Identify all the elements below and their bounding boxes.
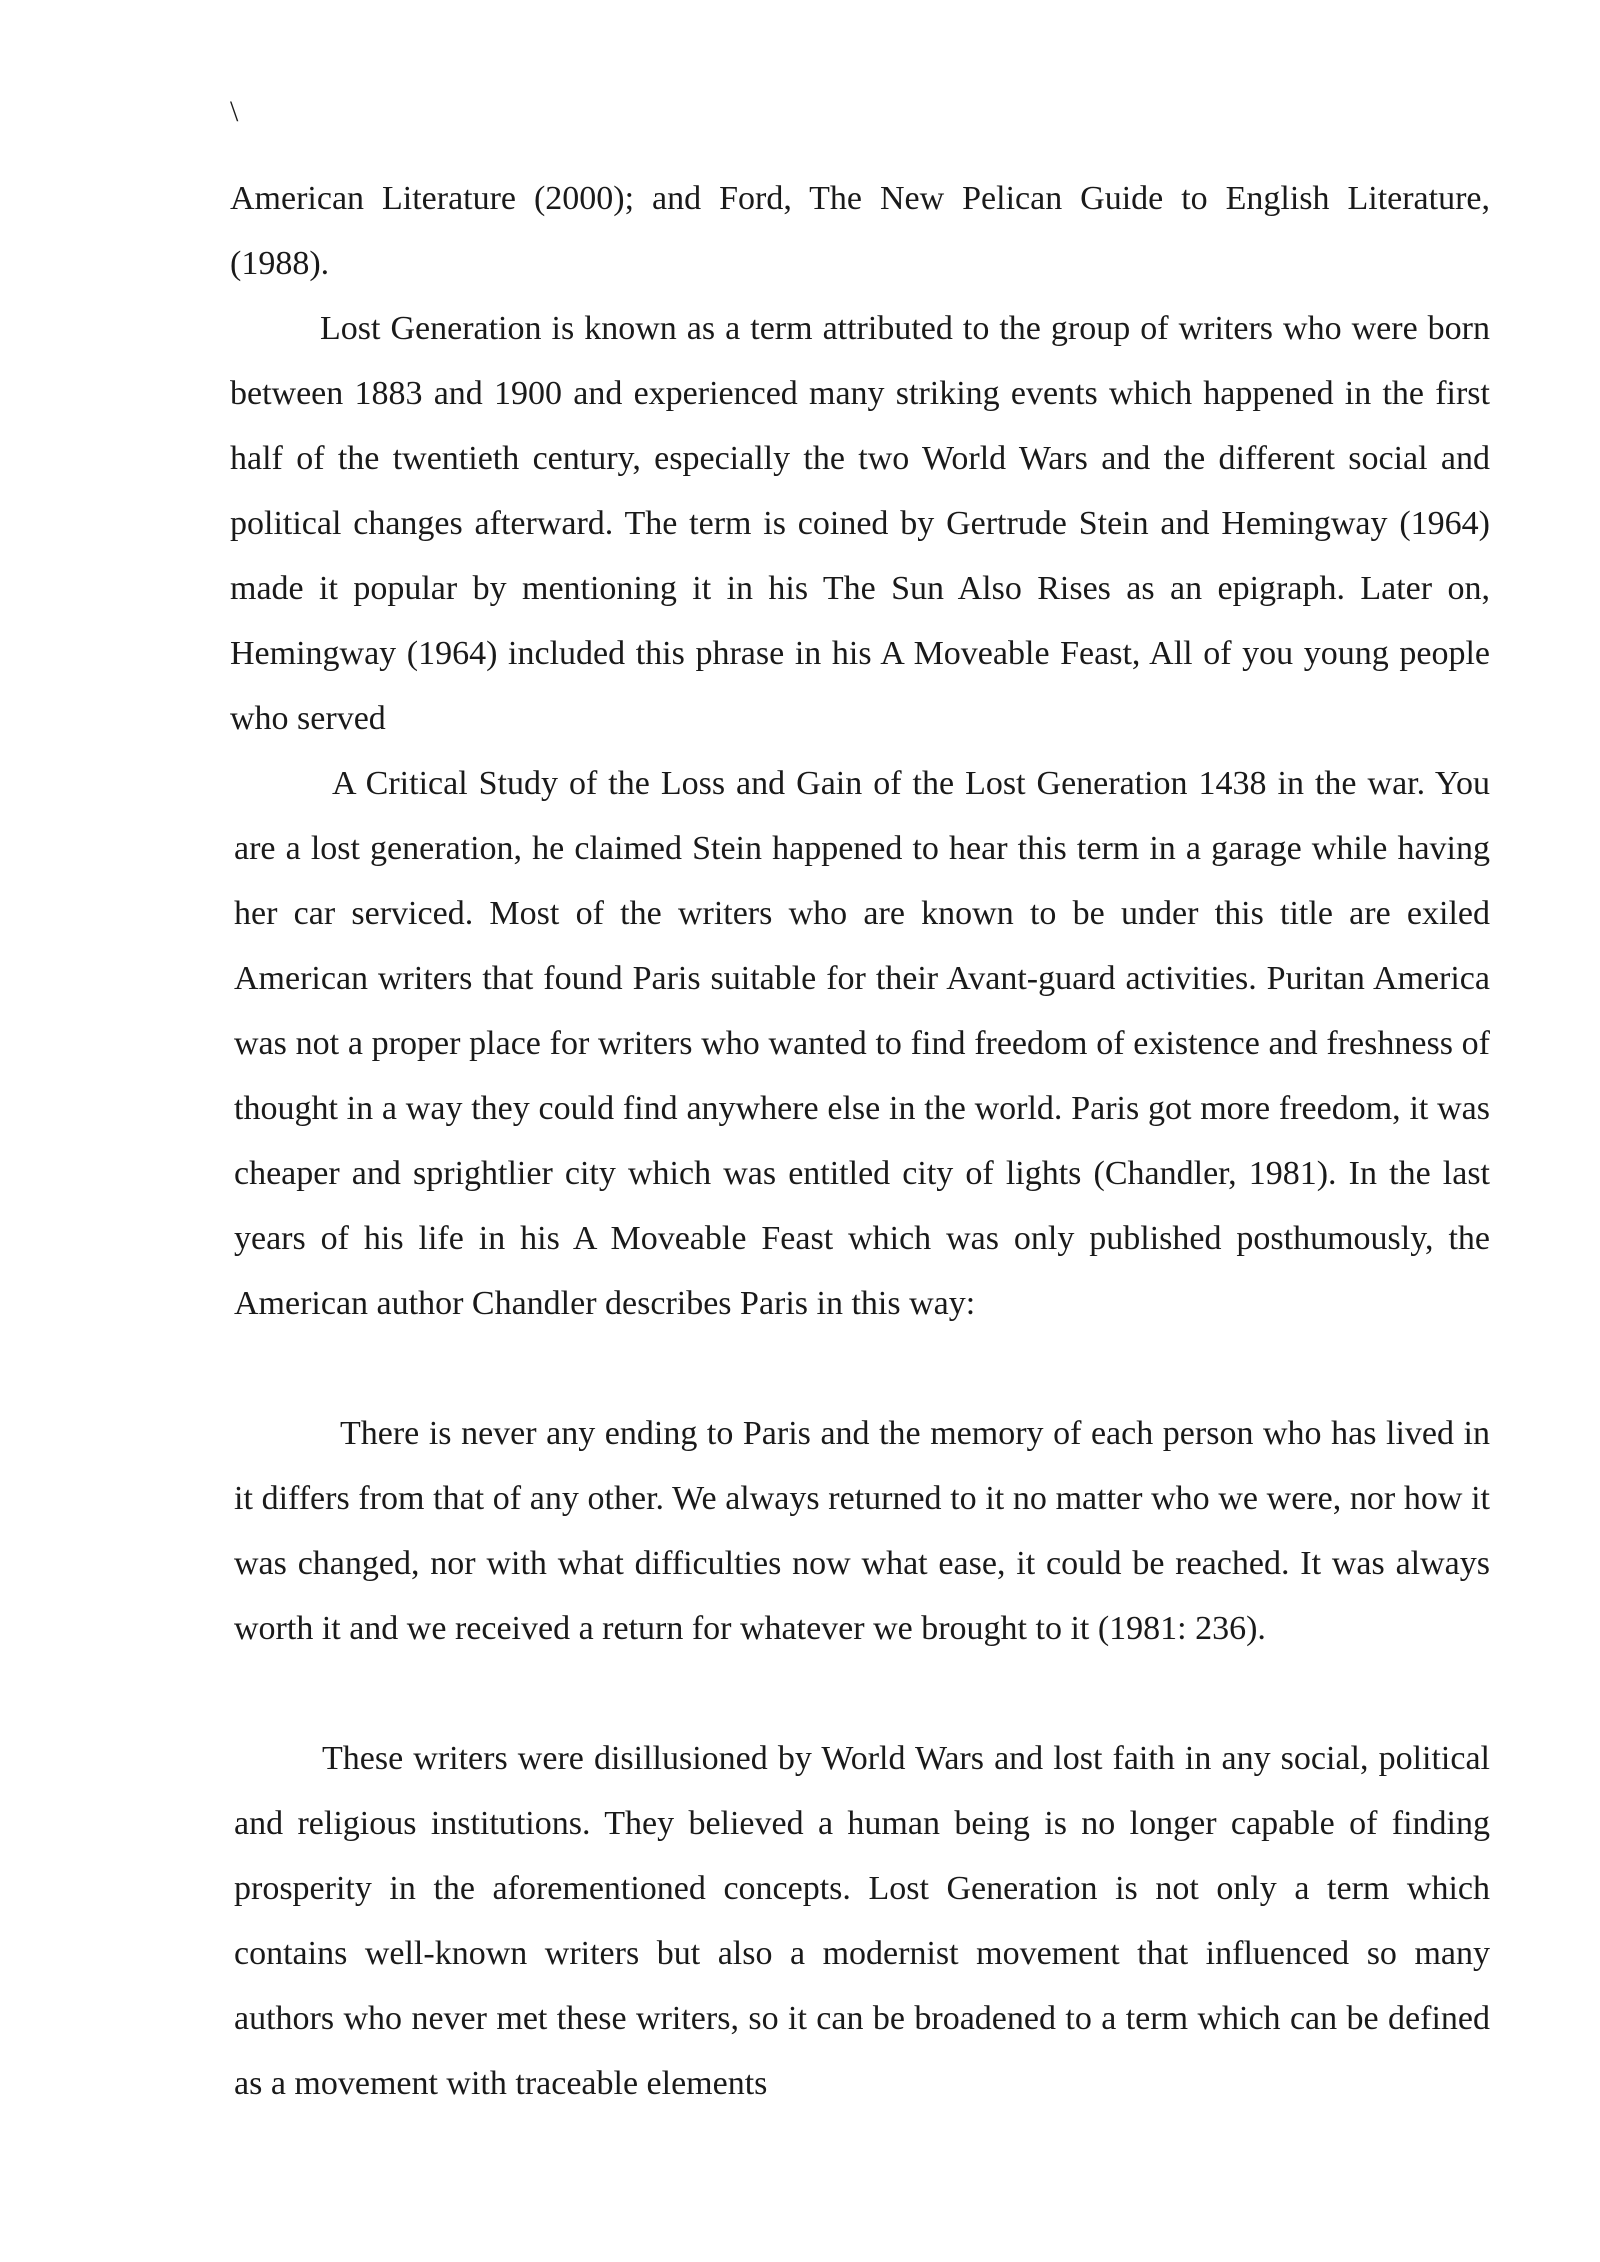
- header-mark: \: [230, 95, 239, 128]
- block-quote-paris: There is never any ending to Paris and the memory of each person who has lived in it differs from that of any other. We always returned to it no matter who we were, nor how it was changed, nor with what difficulties now what ease, it could be reached. It was always worth it and we received a return for whatever we brought to it (1981: 236).: [234, 1415, 1490, 1647]
- paragraph-disillusionment: These writers were disillusioned by World Wars and lost faith in any social, political and religious institutions. They believed a human being is no longer capable of finding prosperity in the aforementioned concepts. Lost Generation is not only a term which contains well-known writers but also a modernist movement that influenced so many authors who never met these writers, so it can be broadened to a term which can be defined as a movement with traceable elements: [234, 1740, 1490, 2102]
- paragraph-lost-generation-definition: Lost Generation is known as a term attributed to the group of writers who were born between 1883 and 1900 and experienced many striking events which happened in the first half of the twentieth century, especially the two World Wars and the different social and political changes afterward. The term is coined by Gertrude Stein and Hemingway (1964) made it popular by mentioning it in his The Sun Also Rises as an epigraph. Later on, Hemingway (1964) included this phrase in his A Moveable Feast, All of you young people who served: [230, 310, 1490, 737]
- paragraph-references-continued: American Literature (2000); and Ford, The New Pelican Guide to English Literature, (1988).: [230, 180, 1490, 282]
- paragraph-paris-exiles: A Critical Study of the Loss and Gain of the Lost Generation 1438 in the war. You are a lost generation, he claimed Stein happened to hear this term in a garage while having her car serviced. Most of the writers who are known to be under this title are exiled American writers that found Paris suitable for their Avant-guard activities. Puritan America was not a proper place for writers who wanted to find freedom of existence and freshness of thought in a way they could find anywhere else in the world. Paris got more freedom, it was cheaper and sprightlier city which was entitled city of lights (Chandler, 1981). In the last years of his life in his A Moveable Feast which was only published posthumously, the American author Chandler describes Paris in this way:: [234, 765, 1490, 1322]
